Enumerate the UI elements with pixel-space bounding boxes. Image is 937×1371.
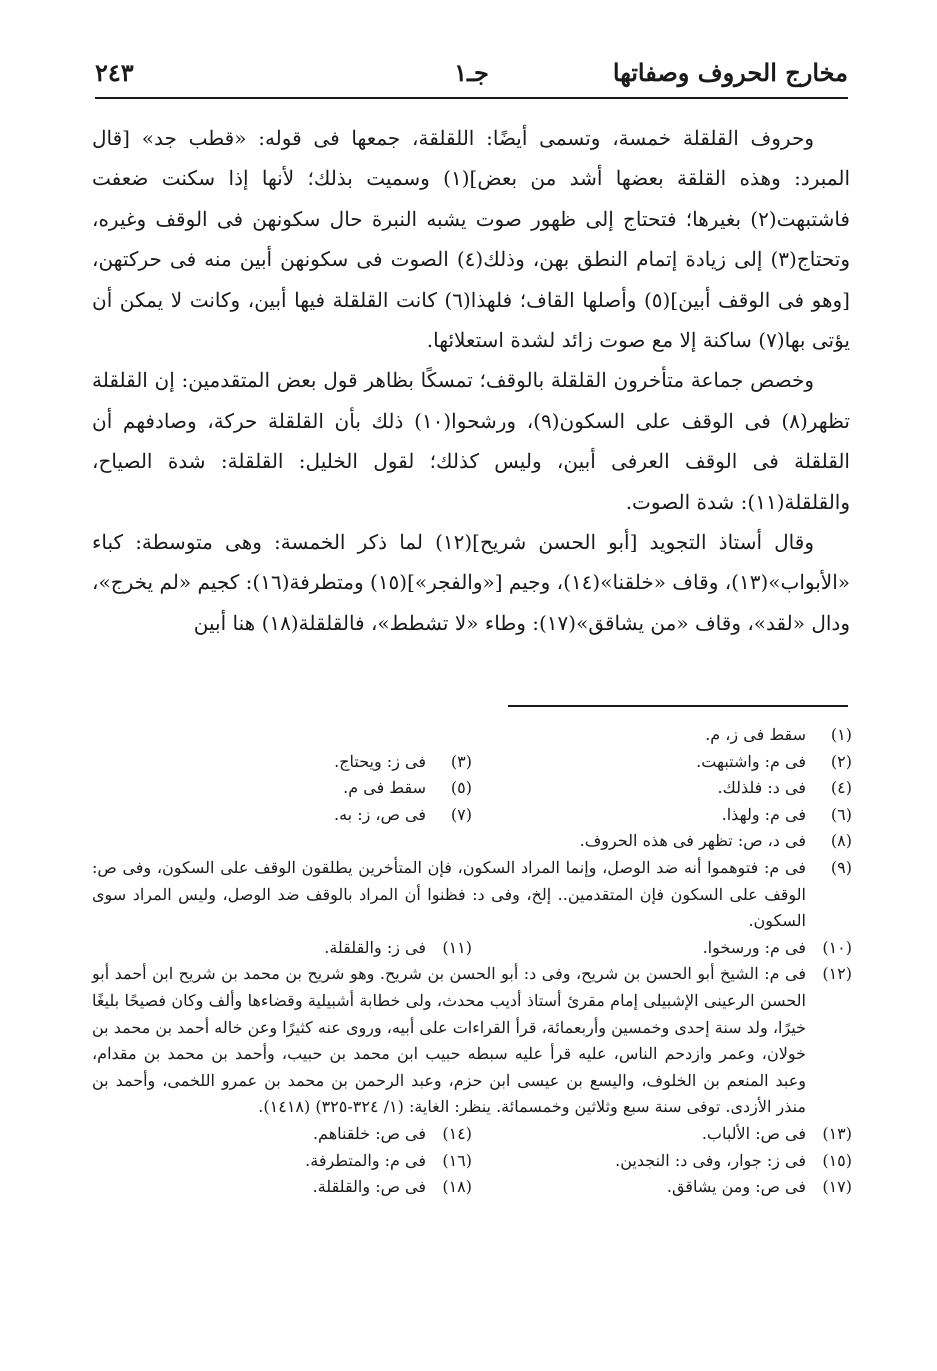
- main-text: [92, 118, 850, 643]
- header-divider: [95, 97, 848, 99]
- footnote-text: فى م: ولهذا.: [721, 804, 806, 824]
- footnote-text: فى د: فلذلك.: [717, 778, 806, 798]
- footnote-number: (١٦): [442, 1150, 472, 1170]
- footnote: [472, 1148, 852, 1175]
- footnote: [92, 1174, 472, 1201]
- footnote-text: فى م: فتوهموا أنه ضد الوصل، وإنما المراد السكون، فإن المتأخرين يطلقون الوقف على السكون، وفى ص: الوقف على السكون فإن المتقدمين.. إلخ، وفى د: فظنوا أن المراد بالوقف ضد الوصل، وليس المراد سوى السكون.: [92, 857, 806, 931]
- footnote: [92, 935, 472, 962]
- footnote-row: [92, 749, 852, 776]
- footnote-text: فى ز: والقلقلة.: [324, 937, 426, 957]
- footnote-number: (١٠): [822, 937, 852, 957]
- footnote: [92, 1148, 472, 1175]
- footnote-number: (٧): [450, 804, 472, 824]
- footnote-row: [92, 775, 852, 802]
- footnote: [472, 1174, 852, 1201]
- footnote: [92, 1121, 472, 1148]
- footnote-row: [92, 1174, 852, 1201]
- footnote-text: فى ص: الألباب.: [701, 1123, 806, 1143]
- footnote-number: (٩): [830, 857, 852, 877]
- footnote-number: (٣): [450, 751, 472, 771]
- running-header: [95, 58, 848, 98]
- footnote-row: [92, 1121, 852, 1148]
- footnote-text: فى ص، ز: به.: [334, 804, 426, 824]
- footnote-number: (١٤): [442, 1123, 472, 1143]
- footnote: [92, 961, 852, 1121]
- footnote: [92, 775, 472, 802]
- paragraph: وحروف القلقلة خمسة، وتسمى أيضًا: اللقلقة، جمعها فى قوله: «قطب جد» [قال المبرد: وهذه القلقة بعضها أشد من بعض](١) وسميت بذلك؛ لأنها إذا سكنت ضعفت فاشتبهت(٢) بغيرها؛ فتحتاج إلى ظهور صوت يشبه النبرة حال سكونهن فى الوقف وغيره، وتحتاج(٣) إلى زيادة إتمام النطق بهن، وذلك(٤) الصوت فى سكونهن أبين منه فى حركتهن، [وهو فى الوقف أبين](٥) وأصلها القاف؛ فلهذا(٦) كانت القلقلة فيها أبين، وكانت لا يمكن أن يؤتى بها(٧) ساكنة إلا مع صوت زائد لشدة استعلائها.: [92, 126, 851, 353]
- footnote-row: [92, 802, 852, 829]
- paragraph: وقال أستاذ التجويد [أبو الحسن شريح](١٢) لما ذكر الخمسة: وهى متوسطة: كباء «الأبواب»(١٣)، وقاف «خلقنا»(١٤)، وجيم [«والفجر»](١٥) ومتطرفة(١٦): كجيم «لم يخرج»، ودال «لقد»، وقاف «من يشاقق»(١٧): وطاء «لا تشطط»، فالقلقلة(١٨) هنا أبين: [92, 530, 850, 635]
- footnote: [472, 802, 852, 829]
- footnote-divider: [508, 705, 848, 707]
- footnote-number: (١٧): [822, 1177, 852, 1197]
- footnote: [92, 828, 852, 855]
- footnote-text: فى م: الشيخ أبو الحسن بن شريح، وفى د: أبو الحسن بن شريح. وهو شريح بن محمد بن شريح ابن أحمد أبو الحسن الرعينى الإشبيلى إمام مقرئ أستاذ أديب محدث، ولى خطابة أشبيلية وقضاءها وألف وكان فصيحًا بليغًا خيرًا، ولد سنة إحدى وخمسين وأربعمائة، قرأ القراءات على أبيه، وروى عنه كثيرًا وعن خاله أحمد بن محمد بن خولان، وعمر وازدحم الناس، عليه قرأ عليه سبطه حبيب ابن محمد بن حبيب، وأحمد بن محمد بن مقدام، وعبد المنعم بن الخلوف، واليسع بن عيسى ابن حزم، وعبد الرحمن بن محمد بن عمرو اللخمى، وأحمد بن منذر الأزدى. توفى سنة سبع وثلاثين وخمسمائة. ينظر: الغاية: (١/ ٣٢٤-٣٢٥) (١٤١٨).: [92, 964, 807, 1117]
- footnote-text: سقط فى ز، م.: [705, 725, 806, 744]
- footnote-number: (١٨): [442, 1177, 472, 1197]
- paragraph: وخصص جماعة متأخرون القلقلة بالوقف؛ تمسكًا بظاهر قول بعض المتقدمين: إن القلقلة تظهر(٨) فى الوقف على السكون(٩)، ورشحوا(١٠) ذلك بأن القلقلة حركة، وصادفهم أن القلقلة فى الوقف العرفى أبين، وليس كذلك؛ لقول الخليل: القلقلة: شدة الصياح، والقلقلة(١١): شدة الصوت.: [92, 368, 850, 514]
- footnote-text: فى ص: خلقناهم.: [312, 1123, 426, 1143]
- footnote-text: فى م: ورسخوا.: [702, 937, 806, 957]
- chapter-title: مخارج الحروف وصفاتها: [612, 58, 848, 87]
- footnote-row: [92, 1148, 852, 1175]
- footnote-number: (٨): [830, 831, 852, 851]
- page-number: ٢٤٣: [95, 58, 134, 87]
- footnote: [472, 1121, 852, 1148]
- footnotes: [92, 722, 852, 1201]
- footnote-number: (٢): [830, 751, 852, 771]
- footnote-row: [92, 935, 852, 962]
- footnote-text: فى م: والمتطرفة.: [305, 1150, 426, 1170]
- footnote: [472, 775, 852, 802]
- footnote: [472, 935, 852, 962]
- footnote-number: (١٣): [822, 1123, 852, 1143]
- footnote-text: فى ز: ويحتاج.: [334, 751, 426, 771]
- footnote-text: فى د، ص: تظهر فى هذه الحروف.: [579, 831, 806, 851]
- footnote-text: فى ص: والقلقلة.: [312, 1177, 426, 1197]
- footnote-number: (١١): [442, 937, 472, 957]
- footnote-number: (٤): [830, 778, 852, 798]
- footnote: [92, 855, 852, 935]
- footnote-text: سقط فى م.: [343, 778, 426, 798]
- footnote: [92, 749, 472, 776]
- footnote-text: فى م: واشتبهت.: [696, 751, 806, 771]
- footnote: [92, 802, 472, 829]
- footnote-text: فى ز: جوار، وفى د: النجدين.: [615, 1150, 806, 1170]
- footnote-number: (٦): [830, 804, 852, 824]
- footnote-number: (٥): [450, 778, 472, 798]
- footnote-text: فى ص: ومن يشاقق.: [666, 1177, 806, 1197]
- footnote: [472, 749, 852, 776]
- footnote-number: (١٢): [822, 964, 852, 984]
- volume-label: جـ١: [454, 58, 489, 87]
- footnote: [92, 722, 852, 749]
- footnote-number: (١٥): [822, 1150, 852, 1170]
- footnote-number: (١): [830, 725, 852, 744]
